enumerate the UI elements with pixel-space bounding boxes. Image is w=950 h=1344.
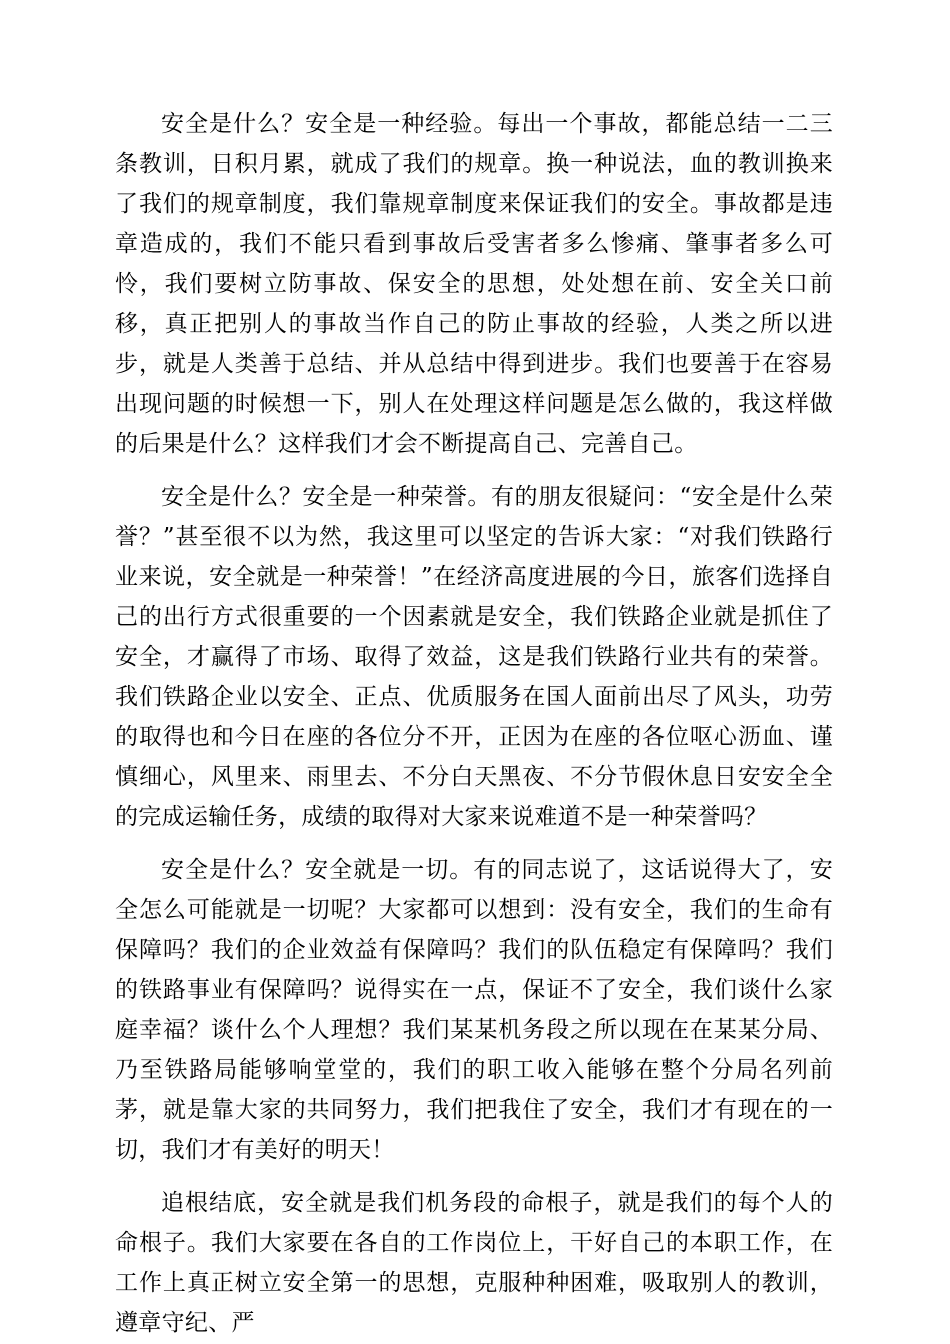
paragraph-safety-conclusion: 追根结底，安全就是我们机务段的命根子，就是我们的每个人的命根子。我们大家要在各自的工作岗位上，干好自己的本职工作，在工作上真正树立安全第一的思想，克服种种困难，吸取别人的教训，遵章守纪、严 <box>115 1190 833 1336</box>
paragraph-safety-everything: 安全是什么？安全就是一切。有的同志说了，这话说得大了，安全怎么可能就是一切呢？大家都可以想到：没有安全，我们的生命有保障吗？我们的企业效益有保障吗？我们的队伍稳定有保障吗？我们的铁路事业有保障吗？说得实在一点，保证不了安全，我们谈什么家庭幸福？谈什么个人理想？我们某某机务段之所以现在在某某分局、乃至铁路局能够响堂堂的，我们的职工收入能够在整个分局名列前茅，就是靠大家的共同努力，我们把我住了安全，我们才有现在的一切，我们才有美好的明天！ <box>115 857 833 1163</box>
paragraph-safety-experience: 安全是什么？安全是一种经验。每出一个事故，都能总结一二三条教训，日积月累，就成了我们的规章。换一种说法，血的教训换来了我们的规章制度，我们靠规章制度来保证我们的安全。事故都是违章造成的，我们不能只看到事故后受害者多么惨痛、肇事者多么可怜，我们要树立防事故、保安全的思想，处处想在前、安全关口前移，真正把别人的事故当作自己的防止事故的经验，人类之所以进步，就是人类善于总结、并从总结中得到进步。我们也要善于在容易出现问题的时候想一下，别人在处理这样问题是怎么做的，我这样做的后果是什么？这样我们才会不断提高自己、完善自己。 <box>115 111 833 457</box>
document-body <box>115 104 833 1343</box>
paragraph-safety-honor: 安全是什么？安全是一种荣誉。有的朋友很疑问：“安全是什么荣誉？”甚至很不以为然，我这里可以坚定的告诉大家：“对我们铁路行业来说，安全就是一种荣誉！”在经济高度进展的今日，旅客们选择自己的出行方式很重要的一个因素就是安全，我们铁路企业就是抓住了安全，才赢得了市场、取得了效益，这是我们铁路行业共有的荣誉。我们铁路企业以安全、正点、优质服务在国人面前出尽了风头，功劳的取得也和今日在座的各位分不开，正因为在座的各位呕心沥血、谨慎细心，风里来、雨里去、不分白天黑夜、不分节假休息日安安全全的完成运输任务，成绩的取得对大家来说难道不是一种荣誉吗？ <box>115 484 833 830</box>
